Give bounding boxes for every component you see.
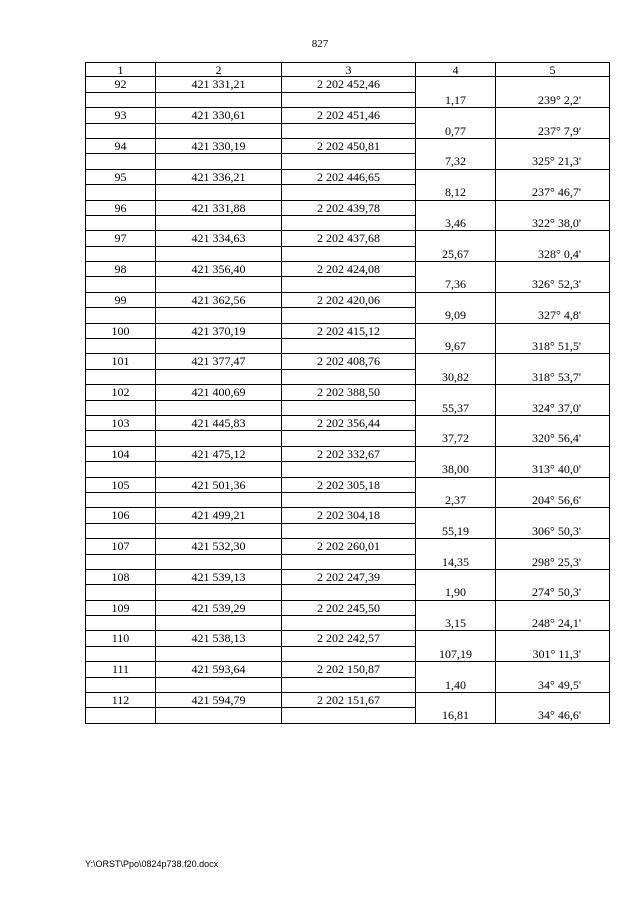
point-number: 94 [86,139,156,154]
table-row [85,231,610,246]
coordinate-x: 421 501,36 [156,478,282,493]
empty-cell [416,570,496,585]
table-row [85,401,610,416]
table-row [85,77,610,92]
point-number: 111 [86,662,156,677]
header-col-4: 4 [416,63,496,76]
table-row [85,508,610,523]
table-row [85,647,610,662]
table-row [85,277,610,292]
segment-direction: 239° 2,2' [538,92,581,107]
point-number: 107 [86,539,156,554]
empty-cell [282,678,416,692]
coordinate-y: 2 202 305,18 [282,478,416,493]
empty-cell [156,370,282,384]
coordinate-x: 421 445,83 [156,416,282,431]
empty-cell [156,431,282,445]
table-row [85,339,610,354]
segment-direction: 322° 38,0' [532,215,581,230]
empty-cell [496,416,609,431]
coordinate-x: 421 331,21 [156,77,282,92]
empty-cell [282,370,416,384]
segment-direction: 306° 50,3' [532,523,581,538]
segment-direction: 204° 56,6' [532,492,581,507]
segment-length: 9,09 [416,308,496,322]
empty-cell [282,339,416,353]
segment-length: 38,00 [416,462,496,476]
empty-cell [496,77,609,92]
empty-cell [282,124,416,138]
empty-cell [86,647,156,661]
table-row [85,308,610,323]
empty-cell [416,508,496,523]
table-row [85,216,610,231]
coordinate-x: 421 475,12 [156,447,282,462]
segment-length: 107,19 [416,647,496,661]
coordinate-x: 421 539,29 [156,601,282,616]
segment-direction: 274° 50,3' [532,585,581,600]
header-col-1: 1 [86,63,156,76]
table-row [85,478,610,493]
segment-length: 30,82 [416,370,496,384]
empty-cell [156,493,282,507]
empty-cell [496,139,609,154]
table-row [85,354,610,369]
empty-cell [86,493,156,507]
empty-cell [156,247,282,261]
empty-cell [282,308,416,322]
empty-cell [156,185,282,199]
empty-cell [156,647,282,661]
table-row [85,447,610,462]
segment-direction: 327° 4,8' [538,308,581,323]
segment-length: 16,81 [416,708,496,722]
empty-cell [86,185,156,199]
coordinate-x: 421 377,47 [156,354,282,369]
empty-cell [282,585,416,599]
empty-cell [496,570,609,585]
table-row [85,108,610,123]
table-row [85,601,610,616]
empty-cell [86,462,156,476]
coordinate-x: 421 594,79 [156,693,282,708]
empty-cell [496,662,609,677]
point-number: 105 [86,478,156,493]
point-number: 98 [86,262,156,277]
coordinate-y: 2 202 388,50 [282,385,416,400]
table-row [85,124,610,139]
segment-direction: 34° 49,5' [538,677,581,692]
coordinate-x: 421 499,21 [156,508,282,523]
table-row [85,662,610,677]
table-row [85,462,610,477]
coordinate-y: 2 202 242,57 [282,631,416,646]
segment-direction: 325° 21,3' [532,154,581,169]
coordinate-y: 2 202 437,68 [282,231,416,246]
point-number: 96 [86,201,156,216]
table-row [85,385,610,400]
coordinate-y: 2 202 450,81 [282,139,416,154]
empty-cell [156,555,282,569]
coordinate-y: 2 202 439,78 [282,201,416,216]
coordinate-y: 2 202 150,87 [282,662,416,677]
table-row [85,247,610,262]
empty-cell [416,293,496,308]
segment-direction: 237° 46,7' [532,185,581,200]
empty-cell [282,462,416,476]
table-row [85,539,610,554]
segment-length: 55,37 [416,401,496,415]
empty-cell [496,447,609,462]
coordinate-y: 2 202 420,06 [282,293,416,308]
segment-length: 14,35 [416,555,496,569]
empty-cell [86,247,156,261]
table-row [85,493,610,508]
empty-cell [416,601,496,616]
segment-length: 9,67 [416,339,496,353]
segment-direction: 318° 53,7' [532,369,581,384]
coordinate-y: 2 202 247,39 [282,570,416,585]
header-col-2: 2 [156,63,282,76]
empty-cell [496,201,609,216]
empty-cell [86,124,156,138]
empty-cell [496,385,609,400]
coordinate-x: 421 362,56 [156,293,282,308]
empty-cell [156,216,282,230]
empty-cell [282,708,416,722]
empty-cell [282,555,416,569]
empty-cell [156,339,282,353]
empty-cell [86,401,156,415]
empty-cell [416,539,496,554]
table-row [85,324,610,339]
table-row [85,185,610,200]
empty-cell [86,585,156,599]
point-number: 104 [86,447,156,462]
empty-cell [496,354,609,369]
empty-cell [86,154,156,168]
empty-cell [86,708,156,722]
header-col-5: 5 [549,63,556,77]
empty-cell [416,447,496,462]
table-row [85,370,610,385]
empty-cell [282,154,416,168]
empty-cell [416,478,496,493]
empty-cell [282,277,416,291]
empty-cell [496,293,609,308]
table-row [85,293,610,308]
empty-cell [416,139,496,154]
empty-cell [156,462,282,476]
table-header-row [85,62,610,77]
empty-cell [282,647,416,661]
table-row [85,616,610,631]
footer-file-path: Y:\ORST\Ppo\0824p738.f20.docx [85,859,219,869]
point-number: 100 [86,324,156,339]
segment-length: 2,37 [416,493,496,507]
segment-direction: 313° 40,0' [532,462,581,477]
empty-cell [156,585,282,599]
segment-direction: 301° 11,3' [532,646,581,661]
segment-length: 37,72 [416,431,496,445]
coordinate-x: 421 400,69 [156,385,282,400]
table-row [85,201,610,216]
coordinate-x: 421 330,19 [156,139,282,154]
segment-length: 1,90 [416,585,496,599]
empty-cell [416,77,496,92]
coordinate-x: 421 331,88 [156,201,282,216]
point-number: 102 [86,385,156,400]
coordinate-x: 421 532,30 [156,539,282,554]
empty-cell [416,170,496,185]
empty-cell [282,616,416,630]
empty-cell [86,616,156,630]
point-number: 110 [86,631,156,646]
coordinate-y: 2 202 304,18 [282,508,416,523]
coordinate-x: 421 330,61 [156,108,282,123]
empty-cell [156,124,282,138]
segment-length: 1,40 [416,678,496,692]
empty-cell [416,231,496,246]
table-row [85,170,610,185]
empty-cell [86,339,156,353]
empty-cell [156,708,282,722]
segment-direction: 237° 7,9' [538,123,581,138]
empty-cell [416,631,496,646]
segment-direction: 34° 46,6' [538,708,581,723]
empty-cell [282,185,416,199]
empty-cell [496,262,609,277]
empty-cell [86,370,156,384]
empty-cell [416,662,496,677]
segment-direction: 328° 0,4' [538,246,581,261]
empty-cell [416,385,496,400]
table-row [85,631,610,646]
point-number: 97 [86,231,156,246]
empty-cell [496,231,609,246]
segment-length: 3,46 [416,216,496,230]
empty-cell [416,262,496,277]
point-number: 106 [86,508,156,523]
empty-cell [496,508,609,523]
segment-length: 1,17 [416,93,496,107]
empty-cell [156,277,282,291]
coordinate-y: 2 202 356,44 [282,416,416,431]
empty-cell [282,431,416,445]
empty-cell [86,216,156,230]
empty-cell [156,616,282,630]
coordinates-table [85,62,610,724]
coordinate-y: 2 202 245,50 [282,601,416,616]
segment-direction: 318° 51,5' [532,339,581,354]
point-number: 103 [86,416,156,431]
empty-cell [86,308,156,322]
point-number: 112 [86,693,156,708]
empty-cell [156,401,282,415]
empty-cell [156,93,282,107]
table-row [85,416,610,431]
coordinate-y: 2 202 332,67 [282,447,416,462]
coordinate-y: 2 202 424,08 [282,262,416,277]
empty-cell [282,93,416,107]
table-row [85,139,610,154]
empty-cell [416,693,496,708]
table-row [85,708,610,723]
empty-cell [156,678,282,692]
coordinate-y: 2 202 415,12 [282,324,416,339]
empty-cell [416,416,496,431]
coordinate-x: 421 370,19 [156,324,282,339]
table-row [85,585,610,600]
empty-cell [282,524,416,538]
empty-cell [496,693,609,708]
segment-length: 8,12 [416,185,496,199]
point-number: 93 [86,108,156,123]
table-row [85,262,610,277]
point-number: 95 [86,170,156,185]
empty-cell [282,247,416,261]
empty-cell [416,108,496,123]
segment-direction: 320° 56,4' [532,431,581,446]
empty-cell [282,216,416,230]
segment-length: 7,36 [416,277,496,291]
table-row [85,93,610,108]
segment-length: 0,77 [416,124,496,138]
empty-cell [86,277,156,291]
empty-cell [496,539,609,554]
header-col-3: 3 [282,63,416,76]
segment-length: 55,19 [416,524,496,538]
coordinate-y: 2 202 452,46 [282,77,416,92]
empty-cell [86,555,156,569]
point-number: 92 [86,77,156,92]
empty-cell [86,678,156,692]
point-number: 99 [86,293,156,308]
coordinate-y: 2 202 260,01 [282,539,416,554]
coordinate-y: 2 202 408,76 [282,354,416,369]
empty-cell [496,108,609,123]
table-row [85,570,610,585]
empty-cell [496,601,609,616]
segment-length: 7,32 [416,154,496,168]
empty-cell [156,524,282,538]
table-row [85,678,610,693]
empty-cell [416,354,496,369]
empty-cell [496,631,609,646]
empty-cell [86,93,156,107]
segment-direction: 324° 37,0' [532,400,581,415]
empty-cell [86,524,156,538]
coordinate-x: 421 539,13 [156,570,282,585]
segment-length: 25,67 [416,247,496,261]
coordinate-y: 2 202 151,67 [282,693,416,708]
segment-length: 3,15 [416,616,496,630]
coordinate-y: 2 202 451,46 [282,108,416,123]
point-number: 108 [86,570,156,585]
point-number: 109 [86,601,156,616]
empty-cell [156,154,282,168]
table-row [85,555,610,570]
empty-cell [416,201,496,216]
page-number: 827 [311,38,329,50]
empty-cell [496,170,609,185]
empty-cell [282,401,416,415]
table-row [85,693,610,708]
segment-direction: 248° 24,1' [532,616,581,631]
empty-cell [156,308,282,322]
empty-cell [416,324,496,339]
segment-direction: 326° 52,3' [532,277,581,292]
coordinate-x: 421 334,63 [156,231,282,246]
empty-cell [86,431,156,445]
table-row [85,154,610,169]
coordinate-x: 421 593,64 [156,662,282,677]
point-number: 101 [86,354,156,369]
segment-direction: 298° 25,3' [532,554,581,569]
coordinate-x: 421 356,40 [156,262,282,277]
coordinate-x: 421 538,13 [156,631,282,646]
empty-cell [496,324,609,339]
table-row [85,524,610,539]
empty-cell [282,493,416,507]
coordinate-y: 2 202 446,65 [282,170,416,185]
coordinate-x: 421 336,21 [156,170,282,185]
table-row [85,431,610,446]
empty-cell [496,478,609,493]
